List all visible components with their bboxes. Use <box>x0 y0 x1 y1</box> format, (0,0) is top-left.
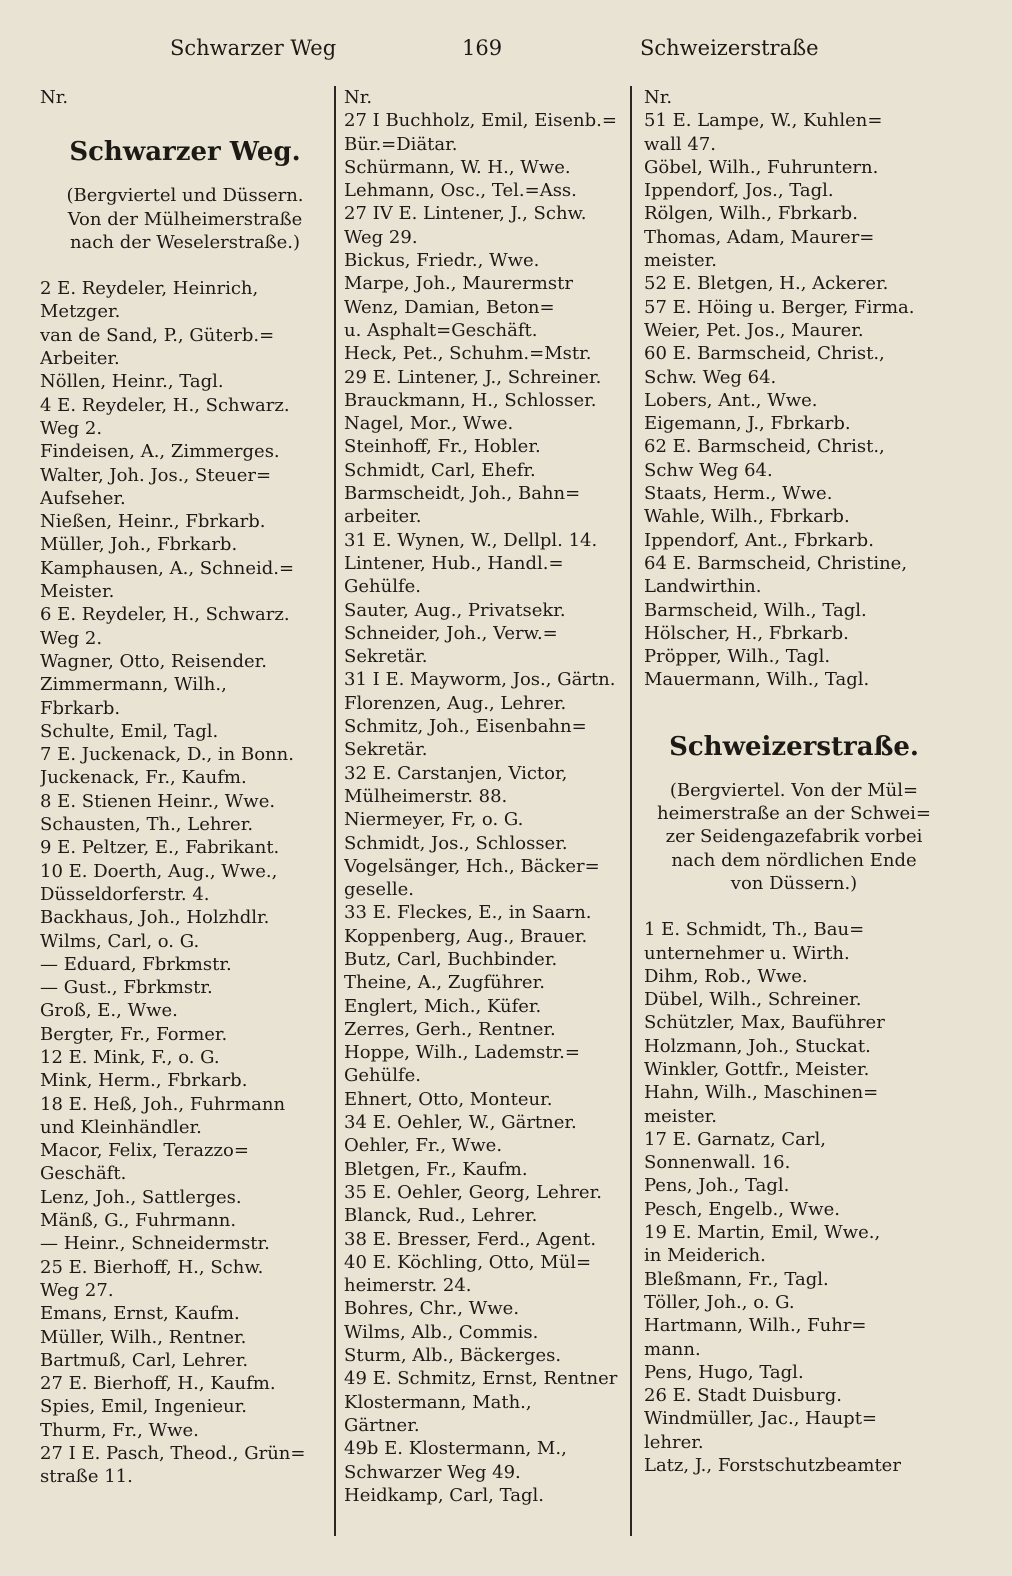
directory-entry-line: Schmidt, Carl, Ehefr. <box>344 459 536 481</box>
directory-entry-line: 9 E. Peltzer, E., Fabrikant. <box>40 837 280 859</box>
directory-entry-line: geselle. <box>344 879 414 901</box>
directory-entry-line: 38 E. Bresser, Ferd., Agent. <box>344 1228 597 1250</box>
directory-entry-line: Bür.=Diätar. <box>344 133 458 155</box>
directory-entry-line: Lintener, Hub., Handl.= <box>344 552 564 574</box>
directory-entry-line: Gehülfe. <box>344 1065 422 1087</box>
directory-entry-line: Sturm, Alb., Bäckerges. <box>344 1345 562 1367</box>
directory-entry-line: Nießen, Heinr., Fbrkarb. <box>40 511 266 533</box>
directory-entry-line: 34 E. Oehler, W., Gärtner. <box>344 1112 577 1134</box>
directory-entry-line: Bohres, Chr., Wwe. <box>344 1298 520 1320</box>
directory-entry-line: 17 E. Garnatz, Carl, <box>644 1128 826 1150</box>
directory-entry-line: 4 E. Reydeler, H., Schwarz. <box>40 394 290 416</box>
directory-entry-line: Hoppe, Wilh., Lademstr.= <box>344 1042 580 1064</box>
directory-entry-line: Metzger. <box>40 301 121 323</box>
directory-entry-line: 8 E. Stienen Heinr., Wwe. <box>40 790 276 812</box>
directory-entry-line: Lehmann, Osc., Tel.=Ass. <box>344 180 577 202</box>
directory-entry-line: Zimmermann, Wilh., <box>40 674 227 696</box>
directory-entry-line: Weg 29. <box>344 226 418 248</box>
directory-entry-line: Blanck, Rud., Lehrer. <box>344 1205 538 1227</box>
directory-entry-line: Müller, Joh., Fbrkarb. <box>40 534 238 556</box>
directory-entry-line: mann. <box>644 1338 701 1360</box>
directory-entry-line: Hartmann, Wilh., Fuhr= <box>644 1315 867 1337</box>
directory-entry-line: Schausten, Th., Lehrer. <box>40 814 254 836</box>
directory-entry-line: Emans, Ernst, Kaufm. <box>40 1303 240 1325</box>
directory-entry-line: 12 E. Mink, F., o. G. <box>40 1046 220 1068</box>
directory-entry-line: Butz, Carl, Buchbinder. <box>344 948 558 970</box>
description-line: (Bergviertel und Düssern. <box>66 185 304 207</box>
directory-entry-line: 25 E. Bierhoff, H., Schw. <box>40 1256 264 1278</box>
column-nr-label: Nr. <box>40 87 69 108</box>
street-heading: Schweizerstraße. <box>669 731 919 762</box>
directory-entry-line: Müller, Wilh., Rentner. <box>40 1326 247 1348</box>
column-nr-label: Nr. <box>644 87 673 108</box>
directory-entry-line: Ehnert, Otto, Monteur. <box>344 1088 553 1110</box>
directory-entry-line: Walter, Joh. Jos., Steuer= <box>40 464 272 486</box>
directory-entry-line: 31 E. Wynen, W., Dellpl. 14. <box>344 529 598 551</box>
directory-entry-line: Arbeiter. <box>40 348 120 370</box>
directory-entry-line: Groß, E., Wwe. <box>40 1000 178 1022</box>
directory-entry-line: — Heinr., Schneidermstr. <box>40 1233 270 1255</box>
running-head-right: Schweizerstraße <box>640 36 819 60</box>
directory-entry-line: Schw. Weg 64. <box>644 366 777 388</box>
description-line: nach der Weselerstraße.) <box>69 231 301 253</box>
directory-entry-line: Düsseldorferstr. 4. <box>40 883 210 905</box>
directory-entry-line: in Meiderich. <box>644 1245 766 1267</box>
directory-entry-line: 27 IV E. Lintener, J., Schw. <box>344 203 587 225</box>
directory-entry-line: Ippendorf, Ant., Fbrkarb. <box>644 529 874 551</box>
column-nr-label: Nr. <box>344 87 373 108</box>
directory-entry-line: 27 I Buchholz, Emil, Eisenb.= <box>344 110 617 132</box>
directory-entry-line: Nöllen, Heinr., Tagl. <box>40 371 224 393</box>
directory-entry-line: wall 47. <box>644 133 716 155</box>
directory-entry-line: Barmscheid, Wilh., Tagl. <box>644 599 867 621</box>
directory-entry-line: 18 E. Heß, Joh., Fuhrmann <box>40 1093 286 1115</box>
description-line: zer Seidengazefabrik vorbei <box>665 826 923 848</box>
directory-entry-line: Koppenberg, Aug., Brauer. <box>344 925 588 947</box>
description-line: Von der Mülheimerstraße <box>67 208 303 230</box>
directory-entry-line: — Eduard, Fbrkmstr. <box>40 953 232 975</box>
directory-entry-line: Wenz, Damian, Beton= <box>344 296 555 318</box>
column-2 <box>344 86 634 1507</box>
directory-entry-line: Weg 2. <box>40 417 103 439</box>
directory-entry-line: 62 E. Barmscheid, Christ., <box>644 436 885 458</box>
page-header <box>0 30 1012 70</box>
directory-entry-line: Sonnenwall. 16. <box>644 1152 791 1174</box>
directory-entry-line: Theine, A., Zugführer. <box>344 972 545 994</box>
directory-entry-line: Barmscheidt, Joh., Bahn= <box>344 483 581 505</box>
running-head-left: Schwarzer Weg <box>170 36 337 60</box>
directory-entry-line: Niermeyer, Fr, o. G. <box>344 809 524 831</box>
address-list <box>344 109 634 1507</box>
directory-entry-line: Schützler, Max, Bauführer <box>644 1012 885 1034</box>
directory-entry-line: Pesch, Engelb., Wwe. <box>644 1198 840 1220</box>
directory-entry-line: meister. <box>644 250 717 272</box>
description-line: heimerstraße an der Schwei= <box>657 803 931 825</box>
directory-entry-line: 2 E. Reydeler, Heinrich, <box>40 278 259 300</box>
directory-entry-line: 32 E. Carstanjen, Victor, <box>344 762 568 784</box>
directory-entry-line: heimerstr. 24. <box>344 1275 472 1297</box>
directory-entry-line: Sauter, Aug., Privatsekr. <box>344 599 566 621</box>
address-list <box>644 109 944 691</box>
directory-entry-line: Oehler, Fr., Wwe. <box>344 1135 503 1157</box>
directory-entry-line: Bleßmann, Fr., Tagl. <box>644 1268 829 1290</box>
directory-entry-line: Thurm, Fr., Wwe. <box>40 1419 199 1441</box>
directory-entry-line: Pröpper, Wilh., Tagl. <box>644 646 831 668</box>
description-line: von Düssern.) <box>730 872 858 894</box>
directory-entry-line: Hölscher, H., Fbrkarb. <box>644 622 849 644</box>
directory-entry-line: Florenzen, Aug., Lehrer. <box>344 692 567 714</box>
directory-entry-line: lehrer. <box>644 1431 704 1453</box>
directory-entry-line: Schürmann, W. H., Wwe. <box>344 156 571 178</box>
directory-entry-line: Englert, Mich., Küfer. <box>344 995 542 1017</box>
directory-entry-line: Marpe, Joh., Maurermstr <box>344 273 573 295</box>
directory-entry-line: 35 E. Oehler, Georg, Lehrer. <box>344 1181 602 1203</box>
directory-entry-line: Lobers, Ant., Wwe. <box>644 389 818 411</box>
page-number: 169 <box>462 36 503 60</box>
directory-entry-line: Göbel, Wilh., Fuhruntern. <box>644 156 879 178</box>
directory-entry-line: Nagel, Mor., Wwe. <box>344 413 514 435</box>
directory-entry-line: Hahn, Wilh., Maschinen= <box>644 1082 879 1104</box>
directory-entry-line: Weg 27. <box>40 1279 114 1301</box>
directory-entry-line: Heck, Pet., Schuhm.=Mstr. <box>344 343 592 365</box>
column-divider <box>334 86 336 1536</box>
directory-entry-line: arbeiter. <box>344 506 422 528</box>
directory-entry-line: — Gust., Fbrkmstr. <box>40 977 213 999</box>
directory-entry-line: Kamphausen, A., Schneid.= <box>40 557 295 579</box>
directory-entry-line: Landwirthin. <box>644 576 762 598</box>
directory-entry-line: Mauermann, Wilh., Tagl. <box>644 669 870 691</box>
street-description <box>644 779 944 895</box>
column-3 <box>644 86 944 1477</box>
directory-entry-line: Aufseher. <box>40 487 126 509</box>
directory-entry-line: 52 E. Bletgen, H., Ackerer. <box>644 273 889 295</box>
directory-entry-line: Bartmuß, Carl, Lehrer. <box>40 1349 249 1371</box>
directory-entry-line: Schneider, Joh., Verw.= <box>344 622 558 644</box>
directory-entry-line: Wilms, Alb., Commis. <box>344 1321 539 1343</box>
directory-entry-line: Zerres, Gerh., Rentner. <box>344 1018 556 1040</box>
directory-entry-line: 49 E. Schmitz, Ernst, Rentner <box>344 1368 618 1390</box>
description-line: (Bergviertel. Von der Mül= <box>669 779 919 801</box>
directory-entry-line: Spies, Emil, Ingenieur. <box>40 1396 247 1418</box>
directory-entry-line: Gärtner. <box>344 1414 420 1436</box>
directory-entry-line: Rölgen, Wilh., Fbrkarb. <box>644 203 858 225</box>
directory-entry-line: Thomas, Adam, Maurer= <box>644 226 875 248</box>
directory-entry-line: Steinhoff, Fr., Hobler. <box>344 436 541 458</box>
directory-entry-line: Dübel, Wilh., Schreiner. <box>644 989 862 1011</box>
directory-entry-line: 40 E. Köchling, Otto, Mül= <box>344 1251 592 1273</box>
directory-entry-line: Bergter, Fr., Former. <box>40 1023 228 1045</box>
address-list <box>644 918 944 1477</box>
directory-entry-line: Juckenack, Fr., Kaufm. <box>40 767 247 789</box>
directory-entry-line: Staats, Herm., Wwe. <box>644 483 833 505</box>
directory-entry-line: Schulte, Emil, Tagl. <box>40 720 219 742</box>
directory-entry-line: Bletgen, Fr., Kaufm. <box>344 1158 528 1180</box>
directory-entry-line: Mink, Herm., Fbrkarb. <box>40 1070 248 1092</box>
directory-entry-line: Winkler, Gottfr., Meister. <box>644 1058 870 1080</box>
directory-entry-line: Pens, Hugo, Tagl. <box>644 1361 804 1383</box>
address-list <box>40 277 330 1488</box>
directory-entry-line: Eigemann, J., Fbrkarb. <box>644 413 851 435</box>
directory-entry-line: Holzmann, Joh., Stuckat. <box>644 1035 871 1057</box>
directory-entry-line: 60 E. Barmscheid, Christ., <box>644 343 885 365</box>
directory-entry-line: Schmitz, Joh., Eisenbahn= <box>344 716 587 738</box>
directory-entry-line: Findeisen, A., Zimmerges. <box>40 441 280 463</box>
directory-entry-line: Sekretär. <box>344 646 428 668</box>
directory-entry-line: Weg 2. <box>40 627 103 649</box>
directory-entry-line: 49b E. Klostermann, M., <box>344 1438 567 1460</box>
directory-entry-line: 51 E. Lampe, W., Kuhlen= <box>644 110 883 132</box>
directory-entry-line: Vogelsänger, Hch., Bäcker= <box>344 855 600 877</box>
directory-entry-line: Mülheimerstr. 88. <box>344 785 508 807</box>
street-heading: Schwarzer Weg. <box>69 137 301 168</box>
directory-entry-line: Meister. <box>40 581 115 603</box>
directory-entry-line: 1 E. Schmidt, Th., Bau= <box>644 919 865 941</box>
directory-entry-line: Wilms, Carl, o. G. <box>40 930 200 952</box>
directory-entry-line: Gehülfe. <box>344 576 422 598</box>
directory-entry-line: Töller, Joh., o. G. <box>644 1291 795 1313</box>
directory-entry-line: Sekretär. <box>344 739 428 761</box>
description-line: nach dem nördlichen Ende <box>671 849 917 871</box>
directory-entry-line: 6 E. Reydeler, H., Schwarz. <box>40 604 290 626</box>
directory-entry-line: Weier, Pet. Jos., Maurer. <box>644 319 864 341</box>
directory-entry-line: Fbrkarb. <box>40 697 121 719</box>
directory-entry-line: Macor, Felix, Terazzo= <box>40 1140 249 1162</box>
directory-entry-line: u. Asphalt=Geschäft. <box>344 319 538 341</box>
directory-entry-line: Windmüller, Jac., Haupt= <box>644 1408 878 1430</box>
directory-entry-line: Backhaus, Joh., Holzhdlr. <box>40 907 270 929</box>
directory-entry-line: 26 E. Stadt Duisburg. <box>644 1385 842 1407</box>
directory-entry-line: Brauckmann, H., Schlosser. <box>344 389 597 411</box>
directory-entry-line: unternehmer u. Wirth. <box>644 942 850 964</box>
directory-entry-line: Ippendorf, Jos., Tagl. <box>644 180 834 202</box>
directory-entry-line: Klostermann, Math., <box>344 1391 532 1413</box>
directory-entry-line: Pens, Joh., Tagl. <box>644 1175 790 1197</box>
directory-entry-line: Lenz, Joh., Sattlerges. <box>40 1186 242 1208</box>
directory-entry-line: Mänß, G., Fuhrmann. <box>40 1210 237 1232</box>
directory-entry-line: Heidkamp, Carl, Tagl. <box>344 1484 544 1506</box>
directory-entry-line: Schwarzer Weg 49. <box>344 1461 521 1483</box>
directory-entry-line: straße 11. <box>40 1466 133 1488</box>
directory-entry-line: 31 I E. Mayworm, Jos., Gärtn. <box>344 669 616 691</box>
directory-entry-line: Wahle, Wilh., Fbrkarb. <box>644 506 850 528</box>
column-1 <box>40 86 330 1489</box>
directory-entry-line: Dihm, Rob., Wwe. <box>644 965 808 987</box>
directory-entry-line: und Kleinhändler. <box>40 1116 202 1138</box>
directory-entry-line: Wagner, Otto, Reisender. <box>40 650 267 672</box>
directory-entry-line: Schw Weg 64. <box>644 459 773 481</box>
directory-entry-line: van de Sand, P., Güterb.= <box>40 324 275 346</box>
directory-entry-line: Latz, J., Forstschutzbeamter <box>644 1455 901 1477</box>
directory-entry-line: 29 E. Lintener, J., Schreiner. <box>344 366 602 388</box>
directory-entry-line: Schmidt, Jos., Schlosser. <box>344 832 568 854</box>
street-description <box>40 184 330 254</box>
directory-entry-line: 7 E. Juckenack, D., in Bonn. <box>40 744 294 766</box>
directory-entry-line: meister. <box>644 1105 717 1127</box>
directory-entry-line: 64 E. Barmscheid, Christine, <box>644 552 908 574</box>
directory-entry-line: 33 E. Fleckes, E., in Saarn. <box>344 902 592 924</box>
directory-entry-line: 10 E. Doerth, Aug., Wwe., <box>40 860 278 882</box>
directory-entry-line: 27 E. Bierhoff, H., Kaufm. <box>40 1373 276 1395</box>
directory-entry-line: Bickus, Friedr., Wwe. <box>344 250 540 272</box>
directory-entry-line: Geschäft. <box>40 1163 127 1185</box>
directory-entry-line: 19 E. Martin, Emil, Wwe., <box>644 1222 881 1244</box>
directory-entry-line: 57 E. Höing u. Berger, Firma. <box>644 296 915 318</box>
directory-entry-line: 27 I E. Pasch, Theod., Grün= <box>40 1443 306 1465</box>
